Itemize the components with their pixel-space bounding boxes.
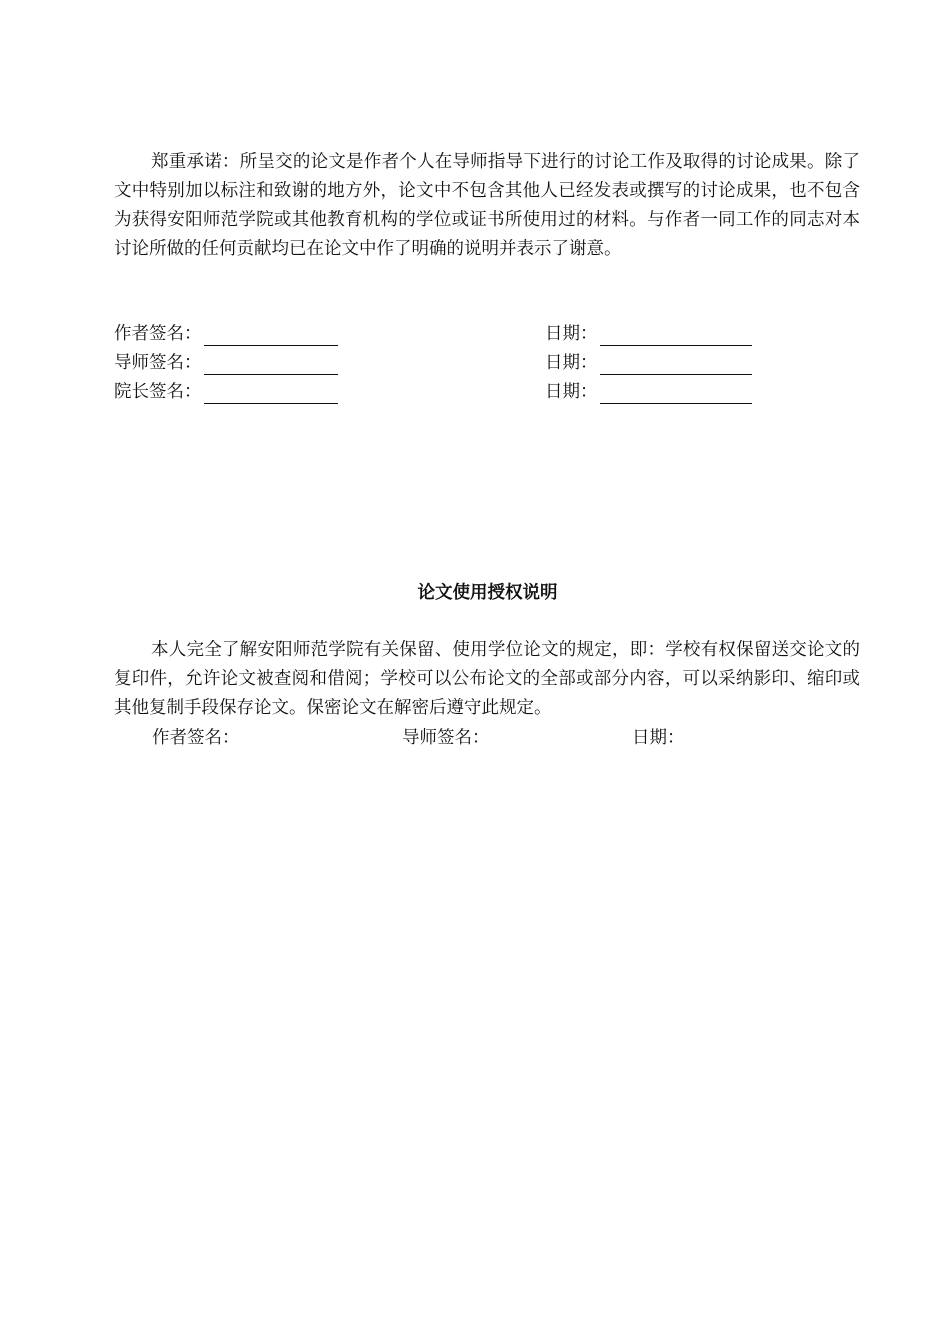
signature-author-line[interactable] — [204, 327, 338, 346]
authorization-paragraph: 本人完全了解安阳师范学院有关保留、使用学位论文的规定，即：学校有权保留送交论文的复印件，允许论文被查阅和借阅；学校可以公布论文的全部或部分内容，可以采纳影印、缩印或其他复制手段保存论文。保密论文在解密后遵守此规定。 — [114, 640, 860, 718]
date-advisor — [545, 351, 752, 375]
authorization-author-sign-label: 作者签名： — [152, 728, 240, 748]
authorization-advisor-sign-label: 导师签名： — [402, 728, 490, 748]
signature-author-label: 作者签名： — [114, 324, 202, 344]
authorization-date-label: 日期： — [632, 728, 685, 748]
authorization-title: 论文使用授权说明 — [417, 583, 558, 603]
date-dean-line[interactable] — [600, 385, 752, 404]
signature-row-author — [114, 322, 860, 346]
date-author — [545, 322, 752, 346]
signature-advisor-label: 导师签名： — [114, 353, 202, 373]
signature-author — [114, 322, 338, 346]
date-advisor-line[interactable] — [600, 356, 752, 375]
signature-advisor — [114, 351, 338, 375]
date-author-label: 日期： — [545, 324, 598, 344]
signature-advisor-line[interactable] — [204, 356, 338, 375]
declaration-paragraph: 郑重承诺：所呈交的论文是作者个人在导师指导下进行的讨论工作及取得的讨论成果。除了文中特别加以标注和致谢的地方外，论文中不包含其他人已经发表或撰写的讨论成果，也不包含为获得安阳师范学院或其他教育机构的学位或证书所使用过的材料。与作者一同工作的同志对本讨论所做的任何贡献均已在论文中作了明确的说明并表示了谢意。 — [114, 152, 860, 259]
signature-dean-label: 院长签名： — [114, 382, 202, 402]
signature-dean-line[interactable] — [204, 385, 338, 404]
date-advisor-label: 日期： — [545, 353, 598, 373]
date-author-line[interactable] — [600, 327, 752, 346]
signature-row-advisor — [114, 351, 860, 375]
date-dean-label: 日期： — [545, 382, 598, 402]
signature-dean — [114, 380, 338, 404]
date-dean — [545, 380, 752, 404]
signature-row-dean — [114, 380, 860, 404]
